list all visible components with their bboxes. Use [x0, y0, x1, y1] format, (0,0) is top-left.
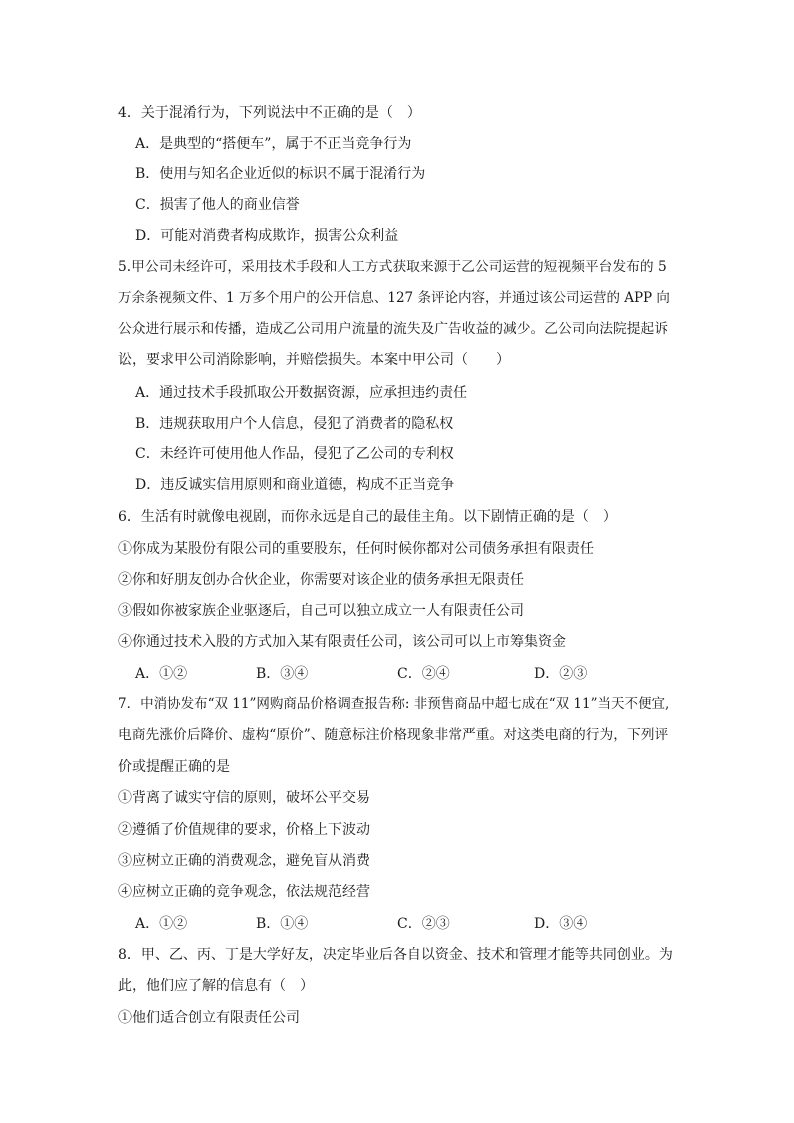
question-4-option-b: B．使用与知名企业近似的标识不属于混淆行为: [135, 166, 426, 182]
question-7-stem-line-2: 电商先涨价后降价、虚构“原价”、随意标注价格现象非常严重。对这类电商的行为，下列评: [118, 727, 669, 743]
question-7-item-3: ③应树立正确的消费观念，避免盲从消费: [118, 853, 370, 869]
question-7-choices: [135, 914, 655, 934]
question-5-stem-line-2: 万余条视频文件、1 万多个用户的公开信息、127 条评论内容，并通过该公司运营的 APP 向: [118, 290, 670, 306]
question-5-stem-line-3: 公众进行展示和传播，造成乙公司用户流量的流失及广告收益的减少。乙公司向法院提起诉: [118, 321, 669, 337]
question-8-item-1: ①他们适合创立有限责任公司: [118, 1010, 300, 1026]
question-6-item-2: ②你和好朋友创办合伙企业，你需要对该企业的债务承担无限责任: [118, 572, 524, 588]
question-6-choices: [135, 664, 655, 684]
question-6-choice-d: D．②③: [534, 666, 588, 682]
question-6-choice-c: C．②④: [397, 666, 450, 682]
question-7-choice-a: A．①②: [135, 916, 188, 932]
question-5-option-b: B．违规获取用户个人信息，侵犯了消费者的隐私权: [135, 416, 454, 432]
question-4-option-a: A．是典型的“搭便车”，属于不正当竞争行为: [135, 136, 412, 152]
question-7-item-1: ①背离了诚实守信的原则，破坏公平交易: [118, 790, 370, 806]
question-6-item-3: ③假如你被家族企业驱逐后，自己可以独立成立一人有限责任公司: [118, 603, 524, 619]
question-6-stem: 6．生活有时就像电视剧，而你永远是自己的最佳主角。以下剧情正确的是（ ）: [118, 509, 617, 525]
question-6-item-1: ①你成为某股份有限公司的重要股东，任何时候你都对公司债务承担有限责任: [118, 541, 594, 557]
question-7-choice-c: C．②③: [397, 916, 450, 932]
question-7-item-2: ②遵循了价值规律的要求，价格上下波动: [118, 822, 370, 838]
question-5-option-a: A．通过技术手段抓取公开数据资源，应承担违约责任: [135, 385, 468, 401]
question-5-option-d: D．违反诚实信用原则和商业道德，构成不正当竞争: [135, 477, 455, 493]
question-4-stem: 4．关于混淆行为，下列说法中不正确的是（ ）: [118, 105, 421, 121]
question-7-choice-b: B．①④: [256, 916, 309, 932]
question-4-option-c: C．损害了他人的商业信誉: [135, 197, 300, 213]
question-7-stem-line-1: 7．中消协发布“双 11”网购商品价格调查报告称: 非预售商品中超七成在“双 11”当天不便宜,: [118, 696, 670, 712]
question-6-choice-b: B．③④: [256, 666, 309, 682]
question-5-stem-line-4: 讼，要求甲公司消除影响，并赔偿损失。本案中甲公司（ ）: [118, 352, 510, 368]
question-7-stem-line-3: 价或提醒正确的是: [118, 759, 230, 775]
question-4-option-d: D．可能对消费者构成欺诈，损害公众利益: [135, 228, 399, 244]
question-8-stem-line-1: 8．甲、乙、丙、丁是大学好友，决定毕业后各自以资金、技术和管理才能等共同创业。为: [118, 947, 673, 963]
question-6-choice-a: A．①②: [135, 666, 188, 682]
question-6-item-4: ④你通过技术入股的方式加入某有限责任公司，该公司可以上市筹集资金: [118, 634, 566, 650]
question-8-stem-line-2: 此，他们应了解的信息有（ ）: [118, 978, 314, 994]
question-7-item-4: ④应树立正确的竞争观念，依法规范经营: [118, 884, 370, 900]
question-5-stem-line-1: 5.甲公司未经许可，采用技术手段和人工方式获取来源于乙公司运营的短视频平台发布的 5: [118, 259, 667, 275]
question-7-choice-d: D．③④: [534, 916, 588, 932]
question-5-option-c: C．未经许可使用他人作品，侵犯了乙公司的专利权: [135, 446, 454, 462]
